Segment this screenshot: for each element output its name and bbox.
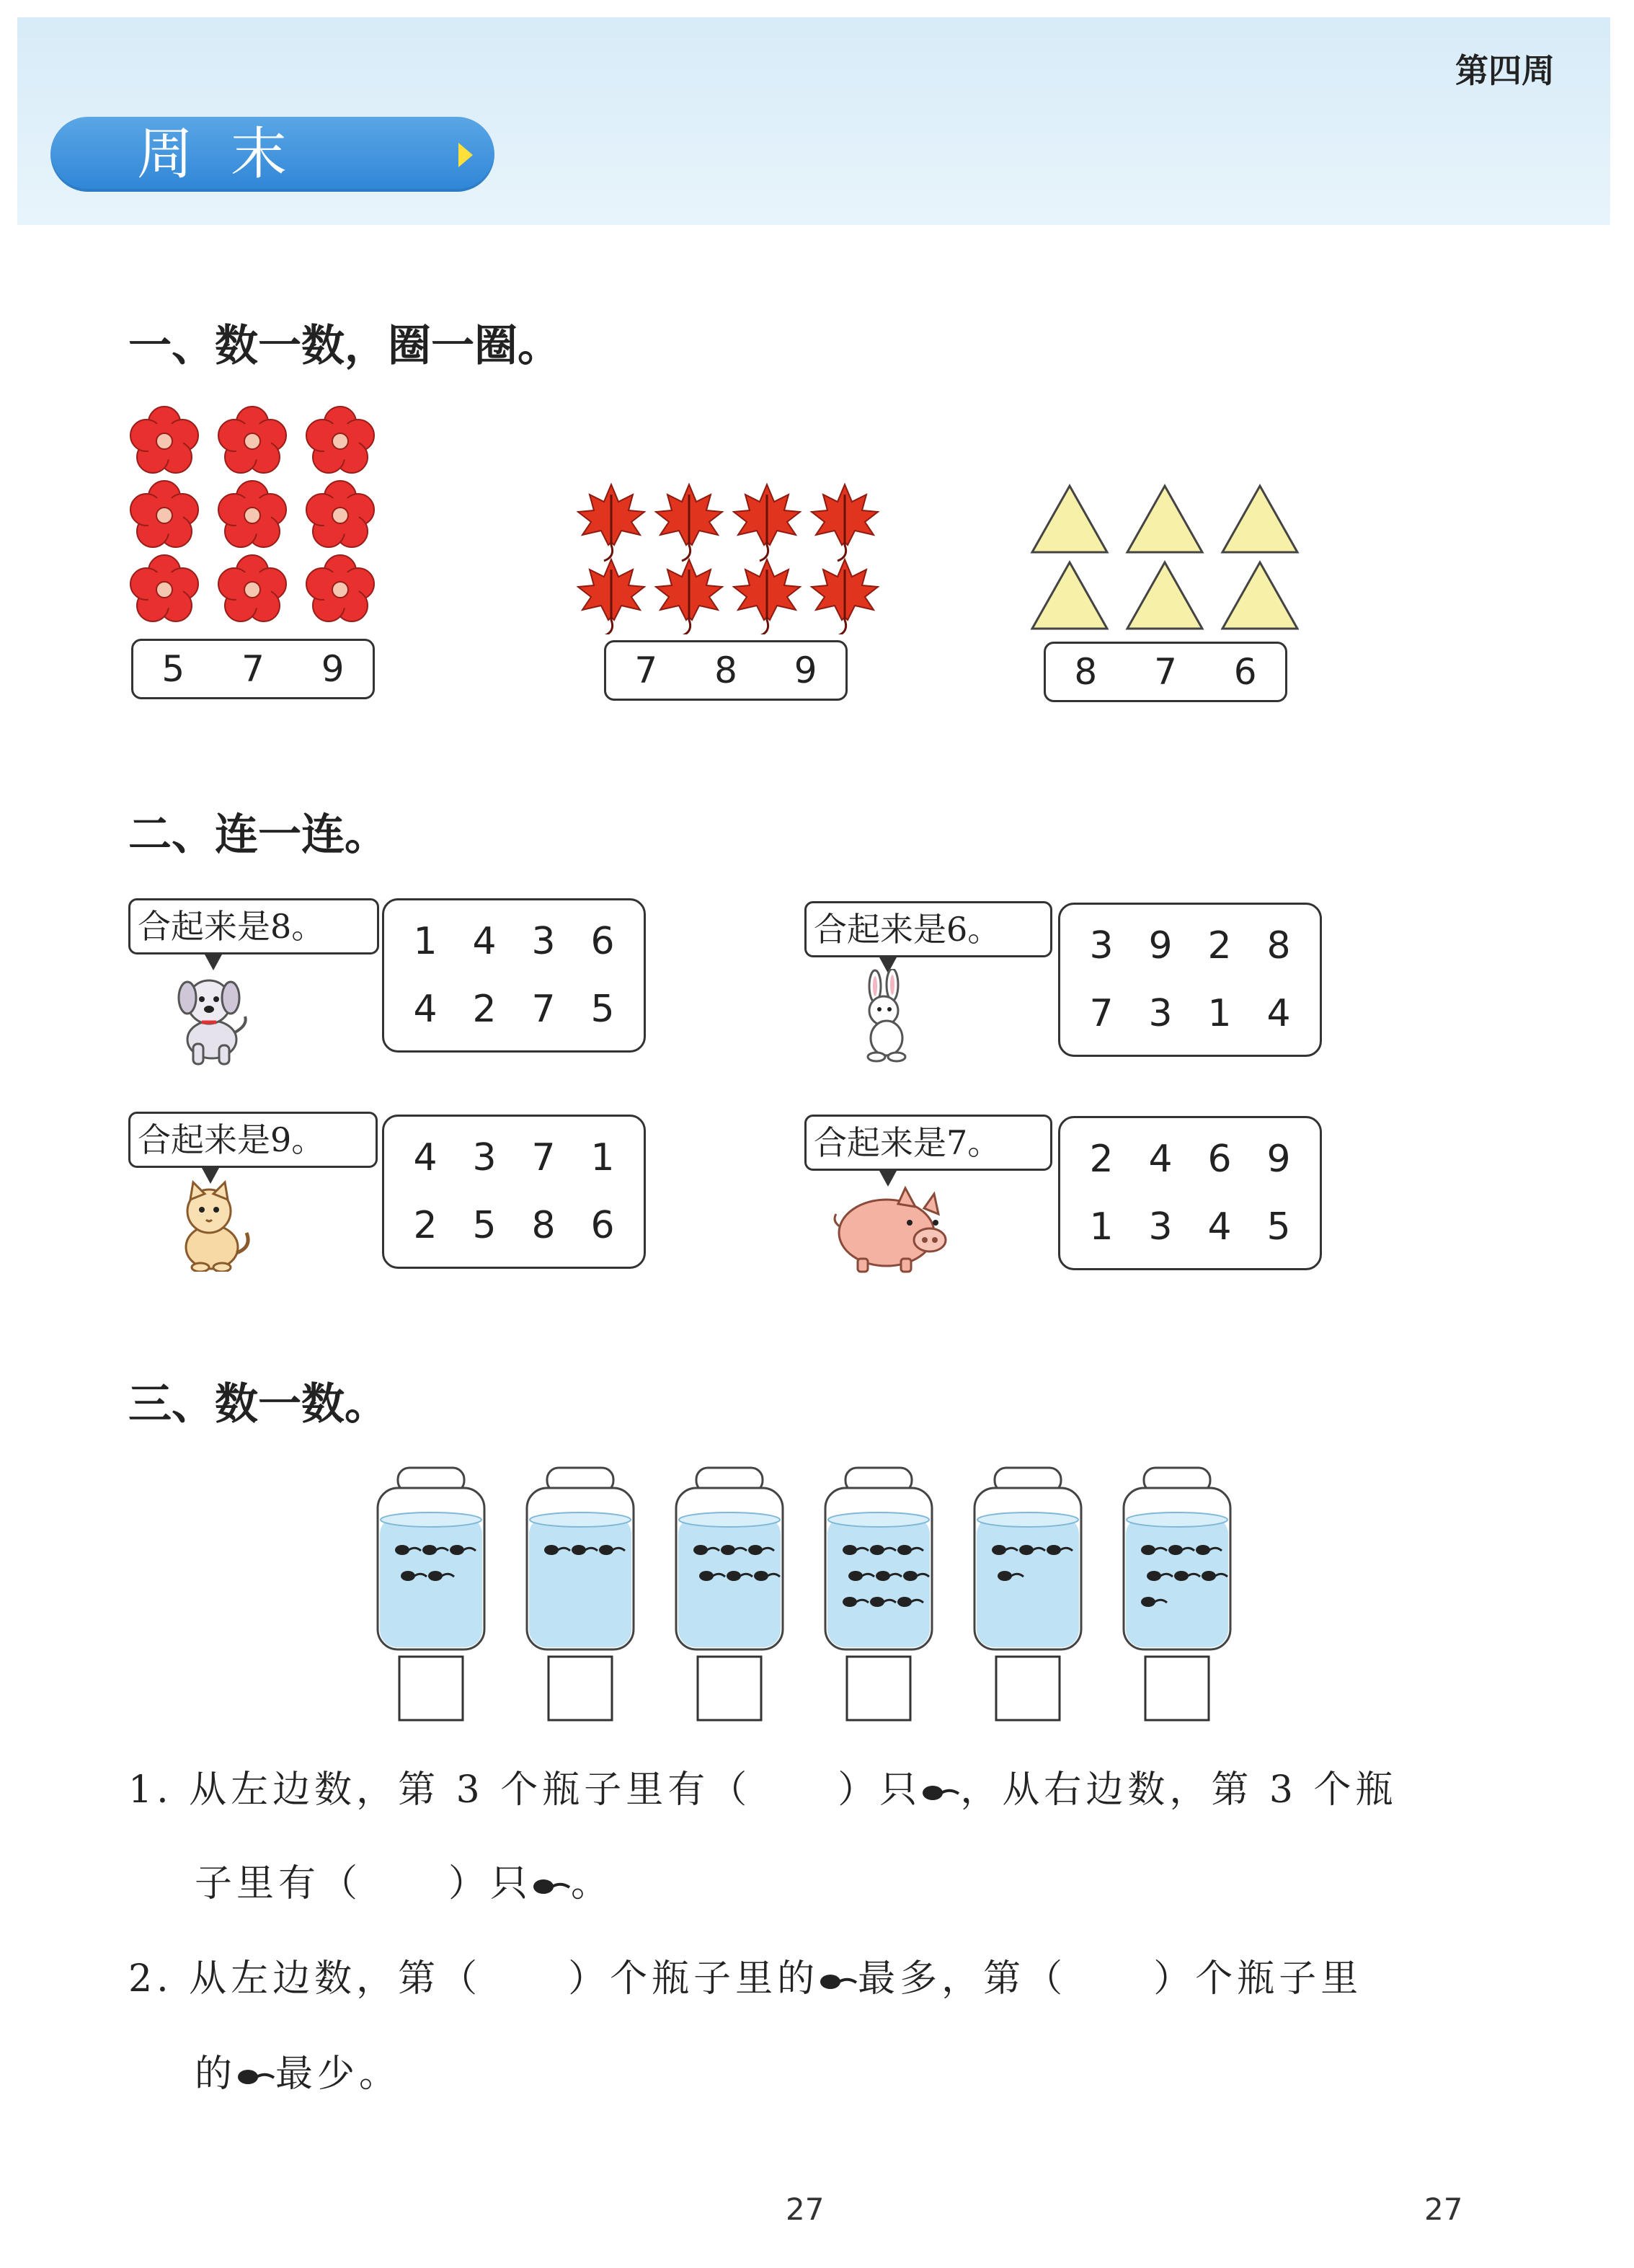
number-box — [382, 898, 646, 1053]
choice-option[interactable]: 5 — [161, 648, 185, 690]
section-2-heading: 二、连一连。 — [128, 810, 388, 860]
page-number: 27 — [786, 2192, 825, 2227]
maple-leaf-icon — [734, 559, 800, 634]
flower-icon — [218, 407, 286, 473]
question-2-line-1: 2. 从左边数，第（ ）个瓶子里的 最多，第（ ）个瓶子里 — [128, 1957, 1363, 2001]
question-1-line-1: 1. 从左边数，第 3 个瓶子里有（ ）只 ，从右边数，第 3 个瓶 — [128, 1768, 1398, 1812]
jar — [825, 1468, 932, 1649]
number-box — [382, 1115, 646, 1269]
number-cell[interactable]: 8 — [531, 1204, 556, 1247]
number-cell[interactable]: 8 — [1266, 924, 1291, 967]
number-cell[interactable]: 9 — [1266, 1138, 1291, 1181]
maple-leaf-icon — [578, 484, 644, 561]
question-1-line-2: 子里有（ ）只 。 — [195, 1862, 613, 1905]
number-cell[interactable]: 2 — [413, 1204, 438, 1247]
number-cell[interactable]: 2 — [1207, 924, 1232, 967]
week-label: 第四周 — [1455, 51, 1555, 90]
choice-option[interactable]: 8 — [1074, 651, 1098, 693]
number-cell[interactable]: 4 — [1266, 992, 1291, 1035]
choice-box-leaves — [604, 640, 848, 701]
dog-icon — [164, 965, 251, 1066]
number-cell[interactable]: 3 — [1148, 992, 1173, 1035]
maple-leaf-icon — [734, 484, 800, 561]
flower-icon — [306, 407, 374, 473]
flower-icon — [218, 555, 286, 621]
triangle-icon — [1032, 562, 1107, 629]
triangle-icon — [1127, 486, 1202, 552]
rabbit-icon — [851, 969, 923, 1063]
page-number-right: 27 — [1424, 2192, 1463, 2227]
pig-icon — [829, 1182, 959, 1276]
speech-bubble: 合起来是8。 — [128, 898, 379, 954]
play-arrow-icon — [458, 143, 473, 167]
triangle-icon — [1222, 486, 1297, 552]
number-cell[interactable]: 5 — [1266, 1205, 1291, 1249]
number-cell[interactable]: 4 — [1207, 1205, 1232, 1249]
answer-square[interactable] — [996, 1657, 1060, 1720]
jar-row — [368, 1463, 1261, 1723]
choice-option[interactable]: 7 — [1154, 651, 1177, 693]
number-cell[interactable]: 5 — [472, 1204, 497, 1247]
jar — [1124, 1468, 1230, 1649]
choice-option[interactable]: 9 — [321, 648, 345, 690]
triangle-icon — [1222, 562, 1297, 629]
jar — [378, 1468, 484, 1649]
number-box — [1058, 903, 1322, 1057]
number-cell[interactable]: 1 — [413, 920, 438, 963]
number-cell[interactable]: 1 — [1207, 992, 1232, 1035]
speech-bubble: 合起来是9。 — [128, 1112, 378, 1168]
page-title: 周末 — [137, 122, 325, 187]
flower-icon — [130, 555, 198, 621]
number-cell[interactable]: 7 — [531, 1136, 556, 1179]
number-cell[interactable]: 5 — [590, 988, 615, 1031]
answer-square[interactable] — [698, 1657, 761, 1720]
speech-bubble: 合起来是7。 — [804, 1115, 1052, 1171]
choice-option[interactable]: 8 — [714, 650, 737, 691]
number-cell[interactable]: 4 — [1148, 1138, 1173, 1181]
maple-leaf-icon — [656, 559, 722, 634]
cat-icon — [167, 1178, 254, 1272]
tadpole-icon — [532, 1876, 571, 1897]
flower-icon — [130, 407, 198, 473]
leaf-group — [574, 476, 884, 634]
question-2-line-2: 的 最少。 — [195, 2052, 401, 2096]
choice-option[interactable]: 7 — [241, 648, 265, 690]
flower-icon — [306, 555, 374, 621]
flower-icon — [130, 481, 198, 547]
maple-leaf-icon — [578, 559, 644, 634]
jar — [676, 1468, 783, 1649]
answer-square[interactable] — [399, 1657, 463, 1720]
choice-option[interactable]: 6 — [1233, 651, 1257, 693]
maple-leaf-icon — [812, 559, 878, 634]
number-cell[interactable]: 4 — [413, 1136, 438, 1179]
number-cell[interactable]: 3 — [472, 1136, 497, 1179]
number-cell[interactable]: 6 — [1207, 1138, 1232, 1181]
tadpole-icon — [236, 2066, 275, 2088]
choice-option[interactable]: 9 — [794, 650, 817, 691]
number-cell[interactable]: 4 — [413, 988, 438, 1031]
tadpole-icon — [819, 1971, 858, 1993]
triangle-icon — [1032, 486, 1107, 552]
answer-square[interactable] — [549, 1657, 612, 1720]
flower-icon — [306, 481, 374, 547]
number-cell[interactable]: 6 — [590, 1204, 615, 1247]
maple-leaf-icon — [812, 484, 878, 561]
number-cell[interactable]: 4 — [472, 920, 497, 963]
maple-leaf-icon — [656, 484, 722, 561]
number-cell[interactable]: 7 — [531, 988, 556, 1031]
number-cell[interactable]: 7 — [1089, 992, 1114, 1035]
answer-square[interactable] — [1145, 1657, 1209, 1720]
number-cell[interactable]: 1 — [1089, 1205, 1114, 1249]
section-3-heading: 三、数一数。 — [128, 1379, 388, 1430]
tadpole-icon — [921, 1782, 960, 1804]
number-cell[interactable]: 6 — [590, 920, 615, 963]
flower-icon — [218, 481, 286, 547]
number-cell[interactable]: 3 — [1148, 1205, 1173, 1249]
number-box — [1058, 1116, 1322, 1270]
triangle-icon — [1127, 562, 1202, 629]
number-cell[interactable]: 3 — [1089, 924, 1114, 967]
number-cell[interactable]: 1 — [590, 1136, 615, 1179]
number-cell[interactable]: 2 — [472, 988, 497, 1031]
triangle-group — [1026, 482, 1303, 634]
answer-square[interactable] — [847, 1657, 910, 1720]
speech-bubble: 合起来是6。 — [804, 901, 1052, 957]
jar — [974, 1468, 1081, 1649]
flower-group — [127, 404, 386, 634]
choice-box-triangles — [1044, 642, 1287, 702]
number-cell[interactable]: 2 — [1089, 1138, 1114, 1181]
number-cell[interactable]: 3 — [531, 920, 556, 963]
jar — [527, 1468, 634, 1649]
choice-box-flowers — [131, 639, 375, 699]
choice-option[interactable]: 7 — [634, 650, 658, 691]
section-1-heading: 一、数一数，圈一圈。 — [128, 321, 561, 371]
number-cell[interactable]: 9 — [1148, 924, 1173, 967]
